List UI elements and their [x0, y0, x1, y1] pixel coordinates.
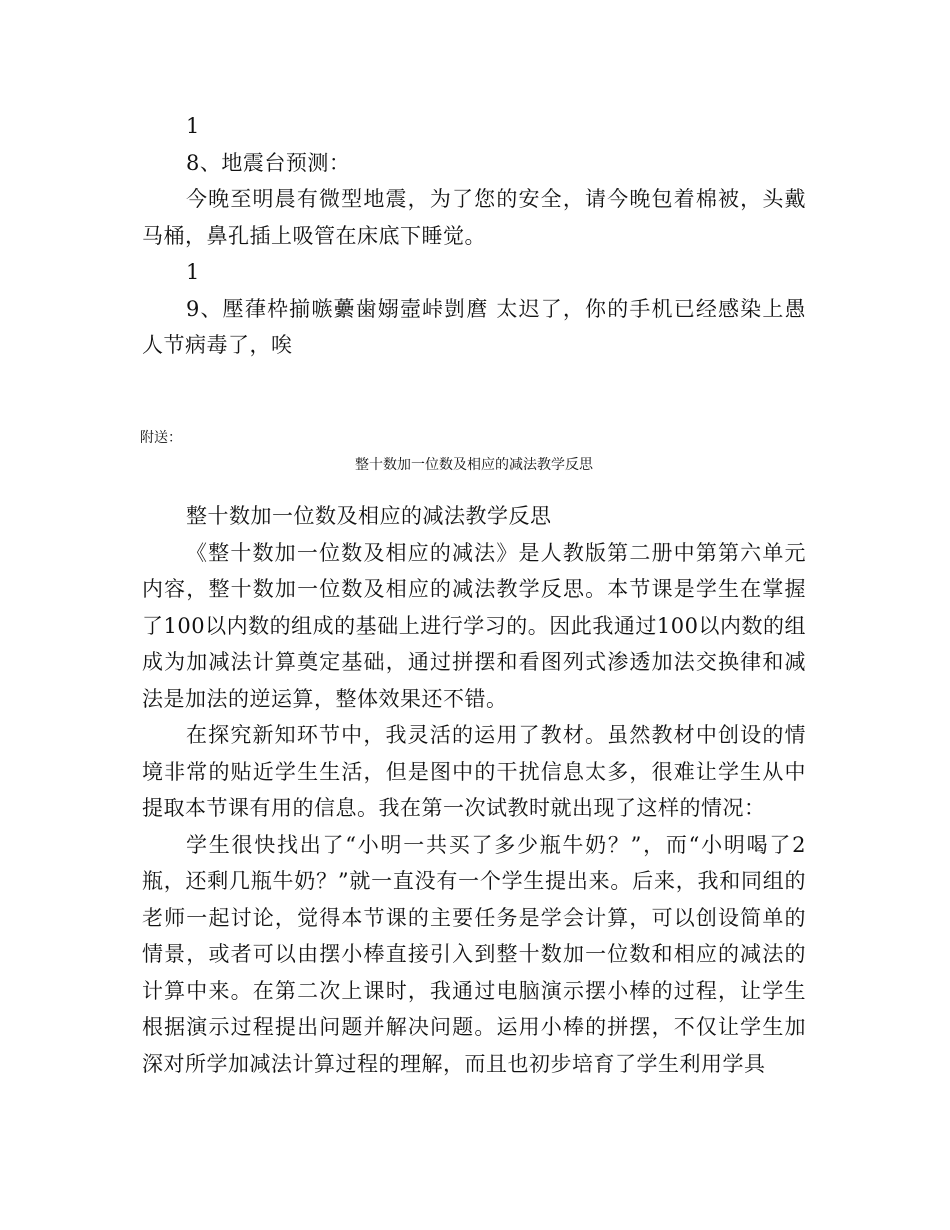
page-number-line: 1 — [186, 114, 200, 138]
item-text-9: 9、壓葎枠揃嗾虆歯嫋壼峠剴麿 太迟了，你的手机已经感染上愚人节病毒了，唉 — [142, 296, 806, 357]
attachment-label: 附送： — [140, 430, 182, 446]
article-paragraph: 在探究新知环节中，我灵活的运用了教材。虽然教材中创设的情境非常的贴近学生生活，但是图中的干扰信息太多，很难让学生从中提取本节课有用的信息。我在第一次试教时就出现了这样的情况： — [142, 723, 806, 820]
article-paragraph: 《整十数加一位数及相应的减法》是人教版第二册中第第六单元内容，整十数加一位数及相应的减法教学反思。本节课是学生在掌握了100以内数的组成的基础上进行学习的。因此我通过100以内数的组成为加减法计算奠定基础，通过拼摆和看图列式渗透加法交换律和减法是加法的逆运算，整体效果还不错。 — [142, 540, 806, 711]
attachment-subtitle: 整十数加一位数及相应的减法教学反思 — [355, 457, 593, 473]
article-paragraph: 学生很快找出了“小明一共买了多少瓶牛奶？”，而“小明喝了2瓶，还剩几瓶牛奶？”就一直没有一个学生提出来。后来，我和同组的老师一起讨论，觉得本节课的主要任务是学会计算，可以创设简单的情景，或者可以由摆小棒直接引入到整十数加一位数和相应的减法的计算中来。在第二次上课时，我通过电脑演示摆小棒的过程，让学生根据演示过程提出问题并解决问题。运用小棒的拼摆，不仅让学生加深对所学加减法计算过程的理解，而且也初步培育了学生利用学具 — [142, 832, 806, 1076]
item-heading-8: 8、地震台预测： — [186, 150, 351, 175]
top-section — [142, 108, 806, 364]
article-body — [142, 498, 806, 1082]
item-text-8: 今晚至明晨有微型地震，为了您的安全，请今晚包着棉被，头戴马桶，鼻孔插上吸管在床底下睡觉。 — [142, 187, 806, 248]
page-number-line: 1 — [186, 260, 200, 284]
article-title: 整十数加一位数及相应的减法教学反思 — [186, 504, 552, 528]
